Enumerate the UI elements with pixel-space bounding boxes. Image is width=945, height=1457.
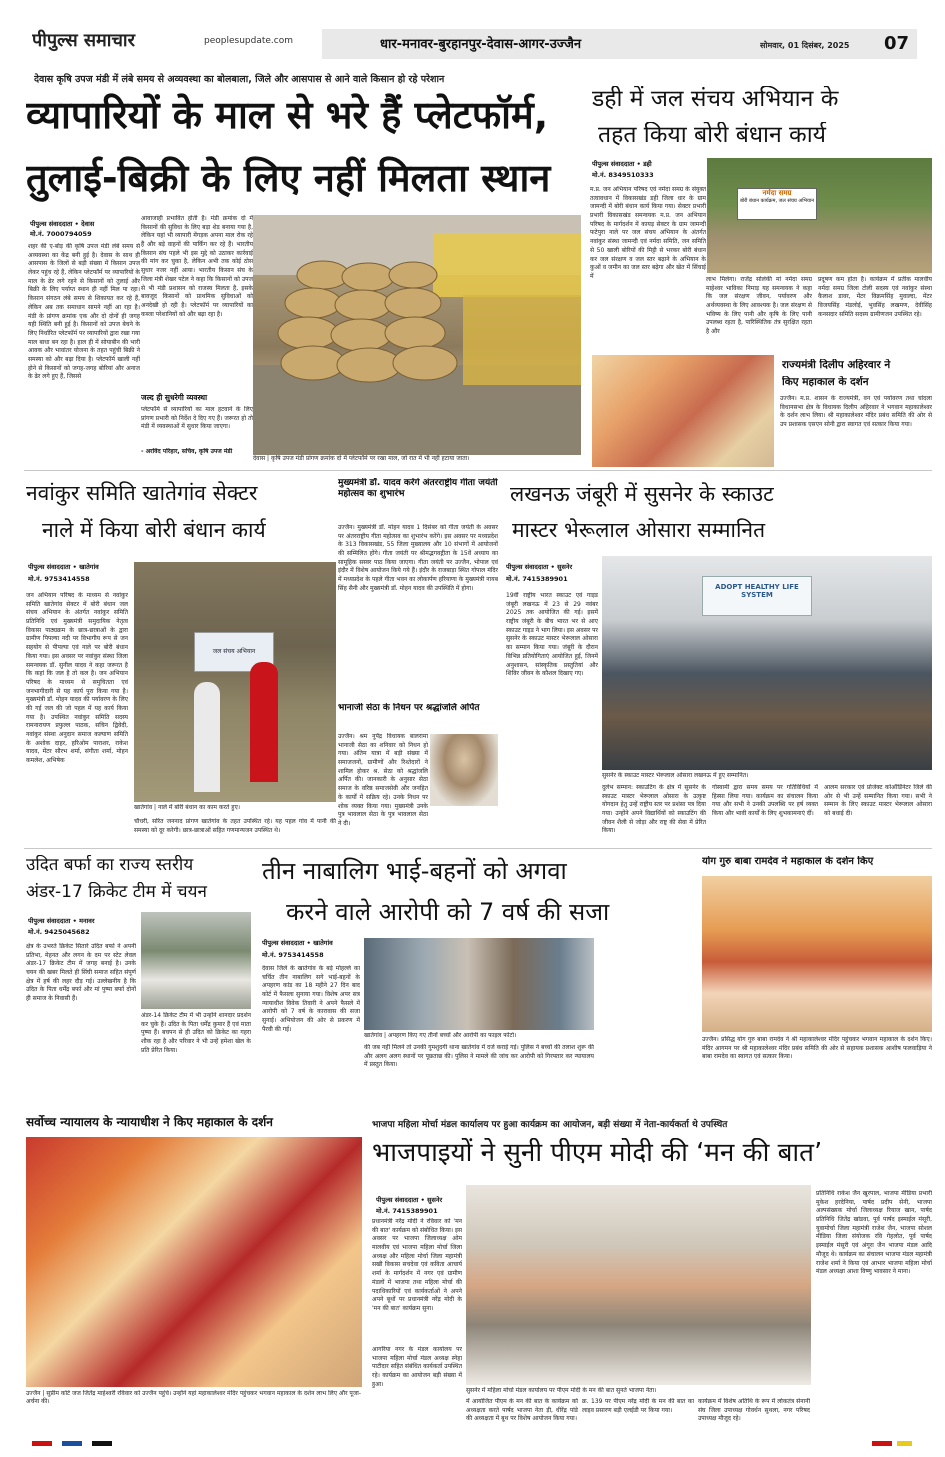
scout-photo (602, 556, 932, 770)
navankur-byline: पीपुल्स संवाददाता • खातेगांव (28, 563, 99, 571)
court-headline-2: करने वाले आरोपी को 7 वर्ष की सजा (286, 898, 610, 926)
yoga-photo (702, 876, 932, 1032)
minister-headline-1: राज्यमंत्री दिलीप अहिरवार ने (782, 359, 891, 371)
cricket-caption: अंडर-14 क्रिकेट टीम में भी उन्होंने शानदार प्रदर्शन कर चुके हैं। उदित के पिता धर्मेंद्र कुमार हैं एवं माता पुष्पा हैं। बचपन से ही उदित को क्रिकेट का गहरा शौक रहा है और परिवार ने भी उन्हें हमेशा खेल के प्रति प्रेरित किया। (141, 1012, 251, 1054)
lead-column-1: शहर की ए-बाेड़ की कृषि उपज मंडी लंबे समय से अव्यवस्था का केंद्र बनी हुई है। देवास के साथ ही आसपास के जिलों से बड़ी संख्या में किसान उपज लेकर पहुंच रहे हैं, लेकिन प्लेटफॉर्म पर व्यापारियों के माल के ढेर लगे रहने से किसानों को तुलाई और बिक्री के लिए पर्याप्त स्थान ही नहीं मिल पा रहा। किसान संगठन लंबे समय से शिकायत कर रहे हैं, लेकिन अब तक समाधान सामने नहीं आ रहा है। मंडी के प्रांगण क्रमांक एक और दो दोनों ही जगह यही स्थिति बनी हुई है। किसानों को उपज बेचने के लिए निर्धारित प्लेटफॉर्म पर व्यापारियों द्वारा रखा गया माल बाधा बन रहा है। हाल ही में सोयाबीन की भारी आवक और भावांतर योजना के तहत पहुंची बिक्री ने समस्या को और बढ़ा दिया है। प्लेटफॉर्म खाली नहीं होने से किसानों को जगह-जगह बोरियां और अनाज के ढेर लगे हुए हैं, जिससे (28, 243, 140, 381)
dahi-photo (707, 158, 932, 273)
lead-headline-2: तुलाई-बिक्री के लिए नहीं मिलता स्थान (26, 156, 551, 200)
scout-headline-2: मास्टर भेरूलाल ओसारा सम्मानित (512, 518, 766, 542)
geeta-headline: मुख्यमंत्री डॉ. यादव करेंगे अंतरराष्ट्रीय गीता जयंती महोत्सव का शुभारंभ (338, 478, 498, 499)
dahi-banner-subtitle: बोरी बंधान कार्यक्रम, जल संचय अभियान (739, 198, 815, 204)
cricket-mobile: मो.नं. 9425045682 (28, 928, 90, 936)
minister-headline-2: किए महाकाल के दर्शन (782, 376, 869, 388)
bjp-column-4: क्र. 139 पर पीएम नरेंद्र मोदी के मन की बात का लाइव प्रसारण बड़ी एलईडी पर किया गया। (582, 1398, 694, 1414)
minister-text: उज्जैन। म.प्र. शासन के राज्यमंत्री, वन एवं पर्यावरण तथा चांदला विधानसभा क्षेत्र के विधायक दिलीप अहिरवार ने भगवान महाकालेश्वर के दर्शन लाभ लिया। श्री महाकालेश्वर मंदिर प्रबंध समिति की ओर से उप प्रशासक एसएन सोनी द्वारा स्वागत एवं सत्कार किया गया। (780, 395, 932, 429)
cricket-byline: पीपुल्स संवाददाता • मनावर (28, 917, 95, 925)
footer-swatch-red (872, 1441, 892, 1446)
footer-swatch-blue (62, 1441, 82, 1446)
grain-sacks-icon (253, 215, 581, 455)
lead-photo-caption: देवास | कृषि उपज मंडी प्रांगण क्रमांक दो में प्लेटफॉर्म पर रखा माल, जो रात में भी नहीं हटाया जाता। (253, 455, 470, 462)
divider (24, 470, 932, 471)
footer-swatch-red (32, 1441, 52, 1446)
yoga-text: उज्जैन। प्रसिद्ध योग गुरु बाबा रामदेव ने श्री महाकालेश्वर मंदिर पहुंचकर भगवान महाकाल के दर्शन किए। मंदिर आगमन पर श्री महाकालेश्वर मंदिर प्रबंध समिति की ओर से सहायक प्रशासक आशीष फलवाड़िया ने बाबा रामदेव का स्वागत एवं सत्कार किया। (702, 1036, 932, 1061)
scout-mobile: मो.नं. 7415389901 (506, 575, 568, 583)
bjp-column-3: में आयोजित पीएम के मन की बात के कार्यक्रम को अध्यक्षता करते पार्षद भाजपा नेता ड़ी, धीरेंद्र पांडे की अध्यक्षता में बूथ पर विशेष आयोजन किया गया। (466, 1398, 578, 1423)
cricket-photo (141, 912, 251, 1009)
scout-headline-1: लखनऊ जंबूरी में सुसनेर के स्काउट (510, 482, 774, 506)
page-number: 07 (884, 33, 910, 54)
regions-title: धार-मनावर-बुरहानपुर-देवास-आगर-उज्जैन (380, 37, 582, 52)
court-caption: खातेगांव | अपहरण किए गए तीनों बच्चों और आरोपी का फाइल फोटो। (364, 1032, 517, 1039)
geeta-text: उज्जैन। मुख्यमंत्री डॉ. मोहन यादव 1 दिसंबर को गीता जयंती के अवसर पर अंतरराष्ट्रीय गीता महोत्सव का शुभारंभ करेंगे। इस अवसर पर मध्यप्रदेश के 313 विकासखंड, 55 जिला मुख्यालय और 10 संभागों में आयोजनों की सम्मिलित होंगे। गीता जयंती पर श्रीमद्भगवद्गीता के 15वें अध्याय का सामूहिक सस्वर पाठ किया जाएगा। गीता जयंती पर उज्जैन, भोपाल एवं इंदौर में विशेष आयोजन किये गये हैं। इंदौर के राजबाड़ा स्थित गोपाल मंदिर में मध्यप्रदेश के पहले गीता भवन का लोकार्पण हरियाणा के मुख्यमंत्री नायब सिंह सैनी और मुख्यमंत्री डॉ. मोहन यादव की उपस्थिति में होगा। (338, 524, 498, 592)
cricket-text: क्षेत्र के उभरते क्रिकेट सितारे उदित बर्फा ने अपनी प्रतिभा, मेहनत और लगन के दम पर स्टेट लेवल अंडर-17 क्रिकेट टीम में जगह बनाई है। उनके चयन की खबर मिलते ही सिंघी समाज सहित संपूर्ण क्षेत्र में हर्ष की लहर दौड़ गई। उल्लेखनीय है कि उदित के पिता धर्मेंद्र बर्फा और मां पुष्पा बर्फा दोनों ही समाज के निवासी हैं। (26, 943, 136, 1003)
scout-byline: पीपुल्स संवाददाता • सुसनेर (506, 563, 573, 571)
dahi-column-2: लाभ मिलेगा। राजेंद्र सोलंकी मां नर्मदा समग्र माहेश्वर भाविका निमाड़ यह समन्वयक ने कहा कि जल संरक्षण जीवन, पर्यावरण और अर्थव्यवस्था के लिए आवश्यक है। जल संरक्षण से भविष्य के लिए पानी और कृषि के लिए पानी उपलब्ध रहता है, पारिस्थितिक तंत्र सुरक्षित रहता है और (706, 276, 812, 336)
dahi-banner (737, 188, 817, 220)
lead-byline: पीपुल्स संवाददाता • देवास (30, 220, 95, 228)
obituary-text: उज्जैन। श्रम नुपेंद्र विधायक बालरामा भानाजी सेठा का शनिवार को निधन हो गया। अंतिम यात्रा में बड़ी संख्या में समाजजनों, ग्रामीणों और रिश्तेदारों ने शामिल होकर श्र. सेठा को श्रद्धांजलि अर्पित की। जानकारी के अनुसार सेठा समाज के वरिष्ठ समाजसेवी और जनहित के कार्यों में सक्रिय रहे। उनके निधन पर शोक व्यक्त किया गया। मुख्यमंत्री उनके पुत्र भावलाल सेठा के पुत्र भावलाल सेठा ने दी। (338, 733, 428, 827)
divider (24, 848, 932, 849)
navankur-headline-2: नाले में किया बोरी बंधान कार्य (42, 518, 266, 542)
justice-caption: उज्जैन | सुप्रीम कोर्ट जज जितेंद्र माहेश्वरी रविवार को उज्जैन पहुंचे। उन्होंने यहां महाकालेश्वर मंदिर पहुंचकर भगवान महाकाल के दर्शन लाभ लिए और पूजा-अर्चना की। (26, 1390, 362, 1405)
court-mobile: मो.नं. 9753414558 (262, 951, 324, 959)
court-column-2: की जब नहीं मिलने तो उनकी गुमशुदगी थाना खातेगांव में दर्ज कराई गई। पुलिस ने बच्चों की तलाश शुरू की और अलग अलग स्थानों पर पूछताछ की। पुलिस ने मामले की जांच कर आरोपी को गिरफ्तार कर न्यायालय में प्रस्तुत किया। (364, 1044, 594, 1069)
yoga-headline: योग गुरु बाबा रामदेव ने महाकाल के दर्शन किए (702, 856, 874, 867)
court-photo (364, 938, 594, 1030)
dahi-column-1: म.प्र. जन अभियान परिषद एवं नर्मदा समग्र के संयुक्त तत्वावधान में विकासखंड डही जिला धार के ग्राम जामन्दी में बोरी बंधान कार्य किया गया। सेक्टर प्रभारी प्रभारी विकासखंड समन्वयक म.प्र. जन अभियान परिषद के मार्गदर्शन में कायड़ सेक्टर के ग्राम जामन्दी फटेपुरा नाले पर जल संचय अभियान के अंतर्गत नवांकुर संस्था जामन्दी एवं नर्मदा समिति, जन समिति से 50 खाली बोरियों की मिट्टी से भरकर बोरी बंधान कर जल संरक्षण व जल स्तर बढ़ाने के अभियान के कुओं व जमीन का जल स्तर बढ़ेगा और खेत में सिंचाई में (590, 186, 706, 280)
lead-photo (253, 215, 581, 455)
obituary-headline: भानाजी सेठा के निधन पर श्रद्धांजलि अर्पित (338, 703, 480, 713)
bjp-caption: सुसनेर में महिला मोर्चा मंडल कार्यालय पर पीएम मोदी के मन की बात सुनते भाजपा नेता। (466, 1387, 657, 1394)
minister-photo (592, 355, 774, 467)
dahi-byline: पीपुल्स संवाददाता • डही (592, 160, 652, 168)
bjp-mobile: मो.नं. 7415389901 (376, 1207, 438, 1215)
bjp-photo (466, 1185, 811, 1385)
bjp-column-1: प्रधानमंत्री नरेंद्र मोदी ने रविवार को 'मन की बात' कार्यक्रम को संबोधित किया। इस अवसर पर भाजपा जिलाध्यक्ष ओम मालवीय एवं भाजपा महिला मोर्चा जिला अध्यक्ष और महिला मोर्चा जिला महामंत्री सखी विकास सचदेवा एवं कविता आचार्य शर्मा के मार्गदर्शन में नगर एवं ग्रामीण मंडलों में भाजपा तथा महिला मोर्चा की पदाधिकारियों एवं कार्यकर्ताओं ने अपने अपने बूथों पर प्रधानमंत्री नरेंद्र मोदी के 'मन की बात' कार्यक्रम सुना। (372, 1218, 462, 1312)
navankur-headline-1: नवांकुर समिति खातेगांव सेक्टर (26, 481, 258, 505)
logo-text: पीपुल्स समाचार (32, 30, 135, 51)
court-byline: पीपुल्स संवाददाता • खातेगांव (262, 939, 333, 947)
person-red-shirt-icon (250, 662, 278, 782)
lead-column-2b: प्लेटफॉर्म से व्यापारियों का माल हटवाने के लिए प्रांगण प्रभारी को निर्देश दे दिए गए हैं। जरूरत हो तो मंडी में व्यवस्थाओं में सुधार किया जाएगा। (141, 406, 253, 431)
scout-banner: ADOPT HEALTHY LIFE SYSTEM (702, 576, 812, 616)
date-text: सोमवार, 01 दिसंबर, 2025 (760, 41, 850, 50)
court-text: देवास जिले के खातेगांव के बड़े मोहल्ले का चर्चित तीन नाबालिग सगे भाई-बहनों के अपहरण कांड का 18 महीने 27 दिन बाद कोर्ट में फैसला सुनाया गया। विशेष अपर सत्र न्यायाधीश विवेक तिवारी ने अपने फैसले में आरोपी को 7 वर्ष के कारावास की सजा सुनाई। अभियोजन की ओर से प्रकरण में पैरवी की गई। (262, 965, 360, 1033)
dahi-banner-title: नर्मदा समग्र (762, 189, 792, 197)
navankur-mobile: मो.नं. 9753414558 (28, 575, 90, 583)
scout-column-4: आलम सरकार एवं प्रोजेक्ट कोऑर्डिनेटर जिले की ओर से भी उन्हें सम्मानित किया गया। सभी ने सम्मान के लिए स्काउट मास्टर भेरूलाल ओसारा को बधाई दी। (824, 784, 932, 818)
navankur-caption: खातेगांव | नाले में बोरी बंधान का काम करते हुए। (134, 804, 241, 811)
dahi-mobile: मो.नं. 8349510333 (592, 171, 654, 179)
lead-column-2: आवाजाही प्रभावित होती है। मंडी क्रमांक दो में किसानों की सुविधा के लिए बड़ा शेड बनाया गया है, लेकिन यहां भी व्यापारी मेंगड़क अपना माल रोक रहे हैं और बड़े वाहनों की पार्किंग कर रहे हैं। भारतीय किसान संघ पहले भी इस मुद्दे को उठाकर कार्रवाई की मांग कर चुका है, लेकिन अभी तक कोई ठोस सुधार नजर नहीं आया। भारतीय किसान संघ के जिला मंत्री शेखर पटेल ने कहा कि किसानों को उपज से भी मंडी प्रशासन को राजस्व मिलता है, इसके बावजूद किसानों को प्राथमिक सुविधाओं को अनदेखी हो रही है। प्लेटफॉर्म पर व्यापारियों का कब्जा परेशानियों को और बढ़ा रहा है। (141, 215, 253, 318)
bjp-headline: भाजपाइयों ने सुनी पीएम मोदी की ‘मन की बात’ (372, 1138, 823, 1168)
navankur-photo (134, 562, 336, 802)
bjp-column-5: कार्यक्रम में विशेष अतिथि के रूप में लोकतंत्र सेनानी संघ जिला उपाध्यक्ष गोवर्धन सुथला, नगर परिषद उपाध्यक्ष मौजूद रहे। (698, 1398, 810, 1423)
footer-swatch-black (92, 1441, 112, 1446)
lead-subheading: जल्द ही सुधरेगी व्यवस्था (141, 393, 208, 402)
court-headline-1: तीन नाबालिग भाई-बहनों को अगवा (262, 857, 567, 885)
navankur-text: जन अभियान परिषद के माध्यम से नवांकुर समिति खातेगांव सेक्टर में बोरी बंधान जल संचय अभियान के अंतर्गत नवांकुर समिति प्रतिनिधि एवं मुख्यमंत्री समुदायिक नेतृत्व विकास पाठ्यक्रम के छात्र-छात्राओं के द्वारा ग्रामीण पिपल्या नदी पर विभागीय रूप से जन सहयोग से पीपल्या एवं नाले पर बोरी बंधान किया गया। इस अवसर पर नवांकुर संस्था जिला समन्वयक डॉ. सुनील यादव ने कहा जरूरत है कि कहां कि जल है तो कल है। जन अभियान परिषद के माध्यम से समुचितता एवं जनभागीदारी से यह कार्य पूरा किया गया है। मुख्यमंत्री डॉ. मोहन यादव की पर्यावरण के लिए की गई जल की जो पहल में यह कार्य किया गया है। उपस्थित नवांकुर समिति सदस्य रामनारायण प्रफुल्ल पाठक, सचिन द्विवेदी, नवांकुर संस्था अनुदान समाज कल्याण समिति के अशोक दाहर, हरिओम पाराशर, राकेश यादव, मेंटर सौरभ शर्मा, संगीता शर्मा, मोहन कमलेश, अभिषेक (26, 592, 128, 765)
scout-column-1: 19वीं राष्ट्रीय भारत स्काउट एवं गाइड जंबूरी लखनऊ में 23 से 29 नवंबर 2025 तक आयोजित की गई। इसमें राष्ट्रीय जंबूरी के बीच भारत भर से आए स्काउट गाइड ने भाग लिया। इस अवसर पर सुसनेर के स्काउट मास्टर भेरूलाल ओसारा का सम्मान किया गया। जंबूरी के दौरान विभिन्न प्रतियोगिताएं आयोजित हुईं, जिनमें अनुशासन, सांस्कृतिक प्रस्तुतियां और शिविर जीवन के कौशल दिखाए गए। (506, 592, 598, 678)
dahi-headline-1: डही में जल संचय अभियान के (592, 86, 839, 112)
dahi-headline-2: तहत किया बोरी बंधान कार्य (598, 122, 827, 148)
scout-column-2: दुर्लभ सम्मान: स्काउटिंग के क्षेत्र में सुसनेर के स्काउट मास्टर भेरूलाल ओसारा के उत्कृष्ट योगदान हेतु उन्हें राष्ट्रीय स्तर पर प्रशंसा पत्र दिया गया। उन्होंने अपने विद्यार्थियों को स्काउटिंग की जीवन शैली से जोड़ा और राष्ट्र की सेवा में प्रेरित किया। (602, 784, 706, 835)
lead-kicker: देवास कृषि उपज मंडी में लंबे समय से अव्यवस्था का बोलबाला, जिले और आसपास से आने वाले किसान हो रहे परेशान (34, 74, 445, 85)
scout-caption: सुसनेर के स्काउट मास्टर भेरूलाल ओसारा लखनऊ में हुए सम्मानित। (602, 772, 749, 779)
masthead (0, 0, 945, 65)
navankur-banner: जल संचय अभियान (194, 632, 274, 672)
bjp-column-2: आगरिया नगर के मंडल कार्यालय पर भाजपा महिला मोर्चा मंडल अध्यक्ष स्नेहा पाटीदार सहित संबंधित कार्यकर्ता उपस्थित रहे। कार्यक्रम का आयोजन बड़ी संख्या में हुआ। (372, 1346, 462, 1388)
bjp-byline: पीपुल्स संवाददाता • सुसनेर (376, 1196, 443, 1204)
footer-swatch-yellow (897, 1441, 912, 1446)
cricket-headline-2: अंडर-17 क्रिकेट टीम में चयन (26, 882, 207, 902)
obituary-photo (430, 734, 498, 806)
justice-photo (26, 1137, 362, 1387)
person-white-shirt-icon (194, 682, 220, 792)
lead-signature: - अरविंद परिहार, सचिव, कृषि उपज मंडी (141, 448, 233, 455)
dahi-column-3: प्रदूषण कम होता है। कार्यक्रम में प्रतीक मालवीय नर्मदा समग्र जिला टोली सदस्य एवं नवांकुर संस्था कैलाश डावर, मेंटर विक्रमसिंह मुवाल्दा, मेंटर विजयसिंह मंडलोई, भुवसिंह लखमण, देवीसिंह कनसदार समिति सदस्य ग्रामीणजन उपस्थित रहे। (818, 276, 932, 318)
footer-color-bar (32, 1441, 912, 1446)
bjp-kicker: भाजपा महिला मोर्चा मंडल कार्यालय पर हुआ कार्यक्रम का आयोजन, बड़ी संख्या में नेता-कार्यकर्ता थे उपस्थित (372, 1120, 728, 1130)
navankur-text-2: चौधरी, सरित जननाद प्रांगण खातेगांव के तहत उपस्थित रहे। यह पहल गांव में पानी की समस्या को दूर करेगी। छात्र-छात्राओं सहित गणमान्यजन उपस्थित थे। (134, 818, 336, 834)
bjp-column-6: प्रतिनिधि राकेश जैन खुरपाल, भाजपा मीडिया प्रभारी मुकेश हरदेनिया, पार्षद प्रदीप सेनी, भाजपा अल्पसंख्यक मोर्चा जिलाध्यक्ष रियाज खान, पार्षद प्रतिनिधि जितेंद्र खांडवा, पूर्व पार्षद इस्माईल मंसूरी, युवामोर्चा जिला महामंत्री राजेश जैन, भाजपा सोशल मीडिया जिला संयोजक रवि गेहलोत, पूर्व पार्षद इस्माईल मंसूरी एवं अंगूरा जैन भाजपा मंडल आदि मौजूद थे। कार्यक्रम का संचालन भाजपा मंडल महामंत्री राजेश शर्मा ने किया एवं आभार भाजपा महिला मोर्चा मंडल अध्यक्षा आशा विष्णु भावसार ने माना। (816, 1190, 932, 1276)
justice-headline: सर्वोच्च न्यायालय के न्यायाधीश ने किए महाकाल के दर्शन (26, 1115, 273, 1129)
website-text[interactable]: peoplesupdate.com (204, 36, 293, 46)
lead-headline-1: व्यापारियों के माल से भरे हैं प्लेटफॉर्म, (26, 93, 549, 137)
scout-column-3: गोस्वामी द्वारा समय समय पर गतिविधियों में हिस्सा लिया गया। कार्यक्रम का संचालन किया गया और सभी ने उनकी उपलब्धि पर हर्ष व्यक्त किया और भावी कार्यों के लिए शुभकामनाएं दीं। (712, 784, 818, 818)
lead-mobile: मो.नं. 7000794059 (30, 230, 92, 238)
cricket-headline-1: उदित बर्फा का राज्य स्तरीय (26, 855, 194, 875)
